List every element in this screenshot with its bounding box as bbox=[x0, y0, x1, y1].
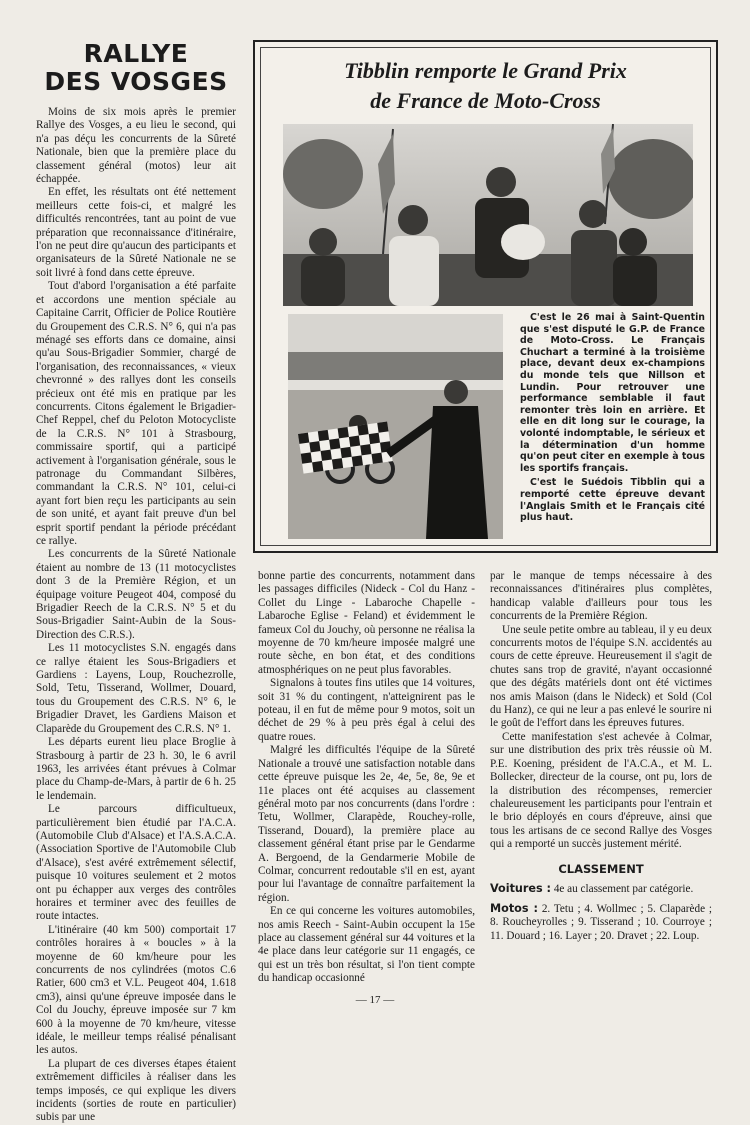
classement-voitures bbox=[490, 882, 712, 896]
middle-paragraph: Signalons à toutes fins utiles que 14 voitures, soit 31 % du contingent, n'atteignirent pas le poteau, il en fut de même pour 9 motos, soit un déchet de 29 % à peu près égal à celui des quatre roues. bbox=[258, 677, 475, 743]
right-paragraph: Une seule petite ombre au tableau, il y eu deux concurrents motos de l'équipe S.N. accidentés au cours de cette épreuve. Heureusement il s'agit de chutes sans trop de gravité, n'ayant occasionné que des dégâts matériels dont ont été victimes nos amis Maison (dans le Nideck) et Sold (Col du Hanz), ce qui ne leur a pas enlevé le sourire ni le goût de l'effort dans les épreuves futures. bbox=[490, 623, 713, 730]
motos-label: Motos : bbox=[490, 901, 538, 915]
rallye-paragraph: Les 11 motocyclistes S.N. engagés dans ce rallye étaient les Sous-Brigadiers et Gardiens : Layens, Loup, Rouchezrolle, Sold, Tetu, Tisserand, Wollmer, Douard, tous du Groupement des C.R.S. N° 6, le Brigadier Dravet, les Gardiens Maison et Claparède du Groupement des C.R.S. N° 1. bbox=[36, 642, 236, 735]
classement-heading: CLASSEMENT bbox=[558, 861, 644, 876]
middle-paragraph: bonne partie des concurrents, notamment dans les passages difficiles (Nideck - Col du Hanz - Collet du Linge - Labaroche Chapelle - Labaroche Eglise - Feland) et évidemment le fameux Col du Jouchy, où personne ne réalisa la moyenne de 70 km/heure imposée malgré une route sèche, en bon état, et des conditions atmosphériques on ne peut plus favorables. bbox=[258, 570, 475, 676]
middle-paragraph: En ce qui concerne les voitures automobiles, nos amis Reech - Saint-Aubin occupent la 15e place au classement général sur 44 voitures et la 4e place dans leur catégorie sur 11 engagés, ce qui est un très bon résultat, si l'on tient compte du handicap occasionné bbox=[258, 905, 475, 985]
voitures-label: Voitures : bbox=[490, 881, 552, 895]
right-paragraph: Cette manifestation s'est achevée à Colmar, sur une distribution des prix très réussie où M. P.E. Koening, président de l'A.C.A., et M. L. Bollecker, directeur de la course, ont pu, lors de la distribution des récompenses, remercier chaleureusement les participants pour l'entrain et le brio déployés en cours d'épreuve, ainsi que tous les artisans de ce second Rallye des Vosges qui a remporté un succès justement mérité. bbox=[490, 730, 712, 851]
voitures-result: 4e au classement par catégorie. bbox=[553, 882, 694, 895]
feature-caption-p2: C'est le Suédois Tibblin qui a remporté cette épreuve devant l'Anglais Smith et le Français cité plus haut. bbox=[520, 477, 705, 524]
feature-caption bbox=[520, 312, 705, 524]
feature-title-line1: Tibblin remporte le Grand Prix bbox=[344, 58, 627, 83]
rallye-paragraph: Moins de six mois après le premier Rallye des Vosges, a eu lieu le second, qui n'a pas déçu les concurrents de la Sûreté Nationale, bien que la première place du classement général (motos) leur ait échappée. bbox=[36, 106, 236, 186]
motos-result: 2. Tetu ; 4. Wollmec ; 5. Claparède ; 8. Roucheyrolles ; 9. Tisserand ; 10. Courroye ; 11. Douard ; 16. Layer ; 20. Dravet ; 22. Loup. bbox=[490, 902, 713, 942]
rallye-paragraph: L'itinéraire (40 km 500) comportait 17 contrôles horaires à « boucles » à la moyenne de 60 km/heure pour les concurrents de nos cylindrées (motos C.6 Ratier, 600 cm3 et V.L. Peugeot 404, 1.618 cm3), ainsi qu'une épreuve imposée dans le Col du Jouchy, épreuve imposée sur 7 km 600 à la moyenne de 70 km/heure, vitesse idéale, le meilleur temps réalisé pénalisant les autos. bbox=[36, 923, 236, 1057]
motocross-feature-box bbox=[253, 40, 718, 553]
rallye-title-line1: RALLYE bbox=[83, 39, 189, 68]
page-number: — 17 — bbox=[355, 994, 395, 1006]
race-finish-photo-image bbox=[288, 314, 503, 539]
rallye-paragraph: En effet, les résultats ont été nettement meilleurs cette fois-ci, et malgré les difficultés rencontrées, tant au point de vue préparation que reconnaissance d'itinéraire, l'on ne peut dire qu'aucun des participants et organisateurs de la Sûreté Nationale ne se soit livré à fond dans cette épreuve. bbox=[36, 186, 236, 279]
podium-photo bbox=[283, 124, 693, 306]
feature-title bbox=[255, 56, 716, 116]
feature-title-line2: de France de Moto-Cross bbox=[370, 88, 601, 113]
rallye-paragraph: Tout d'abord l'organisation a été parfaite et accordons une mention spéciale au Capitaine Carrit, Officier de Police Routière du Groupement des C.R.S. N° 6, qui n'a pas ménagé ses efforts dans ce domaine, ainsi qu'au Sous-Brigadier Sommier, chargé de l'organisation, des reconnaissances, « vieux chevronné » des rallyes dont les conseils précieux ont été mis en pratique par les concurrents. Citons également le Brigadier-Chef Reppel, chef du Peloton Motocycliste de la C.R.S. N° 101 à Strasbourg, commissaire sportif, qui a participé activement à l'organisation générale, sous le patronage du Commandant Silbères, commandant la C.R.S. N° 101, celui-ci ayant fort bien reçu les participants au sein de son unité, et ayant fait preuve d'un bel esprit sportif pendant la période précédant ce rallye. bbox=[36, 280, 236, 547]
podium-photo-image bbox=[283, 124, 693, 306]
right-paragraph: par le manque de temps nécessaire à des reconnaissances d'itinéraires plus complètes, handicap valable d'ailleurs pour tous les concurrents de la Première Région. bbox=[490, 570, 712, 623]
rallye-title-line2: DES VOSGES bbox=[44, 67, 228, 96]
rallye-title bbox=[36, 40, 236, 96]
rallye-article bbox=[36, 40, 236, 1125]
rallye-continued-right bbox=[490, 570, 712, 949]
classement-motos bbox=[490, 902, 712, 943]
rallye-continued-middle bbox=[258, 570, 475, 986]
rallye-paragraph: Les départs eurent lieu place Broglie à Strasbourg à partir de 23 h. 30, le 6 avril 1963, les arrivées étant prévues à Colmar place du Champ-de-Mars, à partir de 6 h. 25 le lendemain. bbox=[36, 736, 236, 802]
feature-caption-p1: C'est le 26 mai à Saint-Quentin que s'est disputé le G.P. de France de Moto-Cross. Le Français Chuchart a terminé à la troisième place, devant deux ex-champions du monde tels que Nillson et Lundin. Pour retrouver une performance semblable il faut remonter très loin en arrière. Et elle en dit long sur le courage, la volonté indomptable, le sérieux et la détermination d'un homme qu'on peut citer en exemple à tous les sportifs français. bbox=[520, 312, 705, 474]
rallye-paragraph: Les concurrents de la Sûreté Nationale étaient au nombre de 13 (11 motocyclistes dont 3 de la Première Région, et un équipage voiture Peugeot 404, composé du Brigadier Reech de la C.R.S. N° 5 et du Sous-Brigadier Saint-Aubin de la Sous-Direction des C.R.S.). bbox=[36, 548, 236, 641]
rallye-paragraph: La plupart de ces diverses étapes étaient extrêmement difficiles à réaliser dans les temps imposés, ce qui explique les divers incidents (sorties de route en particulier) subis par une bbox=[36, 1057, 236, 1124]
rallye-paragraph: Le parcours difficultueux, particulièrement bien étudié par l'A.C.A. (Automobile Club d'Alsace) et l'A.S.A.C.A. (Association Sportive de l'Automobile Club d'Alsace), s'est avéré extrêmement sélectif, puisque 10 voitures seulement et 2 motos ont pu échapper aux verges des contrôles horaires et terminer avec des feuilles de route intactes. bbox=[36, 803, 236, 923]
race-finish-photo bbox=[288, 314, 503, 539]
middle-paragraph: Malgré les difficultés l'équipe de la Sûreté Nationale a trouvé une satisfaction notable dans cette épreuve puisque les 2e, 4e, 5e, 8e, 9e et 11e places ont été acquises au classement général moto par nos concurrents (dans l'ordre : Tetu, Wollmer, Clarapède, Rouchey-rolle, Tisserand, Douard), la première place au classement général étant prise par le Gendarme A. Bergoend, de la Gendarmerie Mobile de Colmar, concurrent redoutable s'il en est, ayant pour lui l'avantage de connaître parfaitement la région. bbox=[258, 744, 475, 904]
